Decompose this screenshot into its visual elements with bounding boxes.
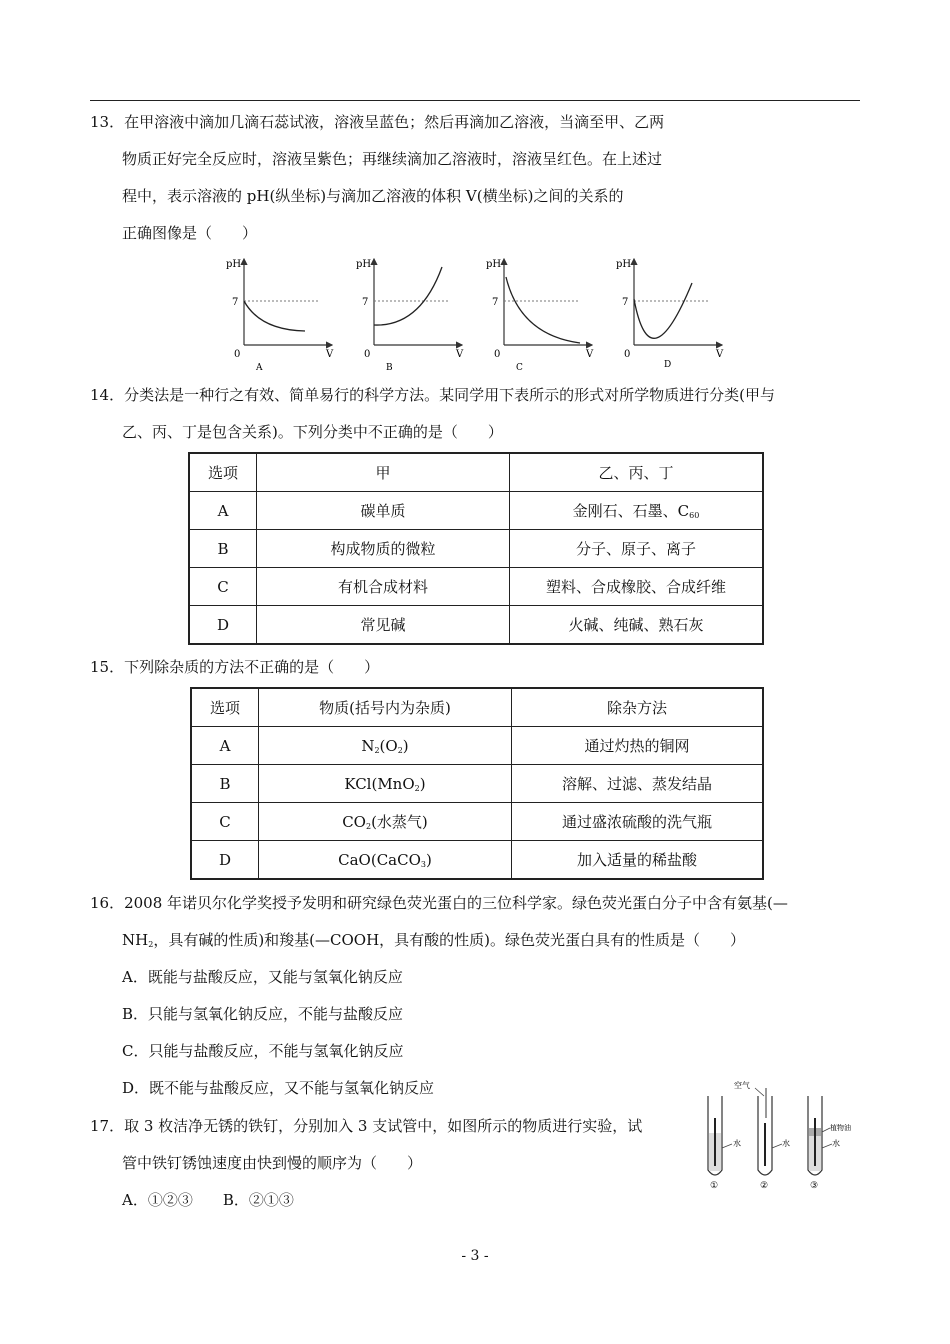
q15-table	[190, 687, 764, 880]
tube-2-label: ②	[760, 1181, 769, 1191]
substance-cell: CaO(CaCO$_3$)	[259, 841, 512, 880]
tube-1	[708, 1096, 741, 1191]
method-cell: 溶解、过滤、蒸发结晶	[512, 765, 764, 803]
graph-a-ref: 7	[232, 297, 239, 308]
page-number: - 3 -	[461, 1248, 489, 1264]
members-cell: 金刚石、石墨、$C_{60}$	[510, 492, 764, 530]
q16-line-1: 16．2008 年诺贝尔化学奖授予发明和研究绿色荧光蛋白的三位科学家。绿色荧光蛋白分子中含有氨基(—	[90, 894, 788, 912]
q13-line-4: 正确图像是（ ）	[122, 224, 258, 242]
table-row	[189, 530, 763, 568]
header-cell: 除杂方法	[512, 688, 764, 727]
table-row	[191, 765, 763, 803]
q17-line-1: 17．取 3 枚洁净无锈的铁钉，分别加入 3 支试管中，如图所示的物质进行实验，试	[90, 1117, 643, 1135]
q13-line-2: 物质正好完全反应时，溶液呈紫色；再继续滴加乙溶液时，溶液呈红色。在上述过	[122, 150, 663, 168]
option-cell: D	[191, 841, 259, 880]
header-cell: 乙、丙、丁	[510, 453, 764, 492]
q14-line-2: 乙、丙、丁是包含关系)。下列分类中不正确的是（ ）	[122, 423, 503, 441]
members-cell: 分子、原子、离子	[510, 530, 764, 568]
method-cell: 加入适量的稀盐酸	[512, 841, 764, 880]
table-row	[189, 568, 763, 606]
q16-option-d: D．既不能与盐酸反应，又不能与氢氧化钠反应	[122, 1079, 435, 1097]
graph-a	[226, 259, 334, 373]
graph-c	[486, 259, 594, 373]
graph-b-xlabel: V	[456, 349, 464, 360]
option-cell: B	[189, 530, 257, 568]
graph-c-label: C	[516, 363, 523, 373]
q16-option-c: C．只能与盐酸反应，不能与氢氧化钠反应	[122, 1042, 404, 1060]
water-label-3: 水	[832, 1139, 840, 1148]
header-rule	[90, 100, 860, 101]
table-row	[191, 727, 763, 765]
graph-d-origin: 0	[624, 349, 631, 360]
option-cell: A	[189, 492, 257, 530]
option-cell: C	[189, 568, 257, 606]
graph-b-origin: 0	[364, 349, 371, 360]
option-cell: C	[191, 803, 259, 841]
ph-graphs-figure	[220, 255, 740, 375]
table-row	[191, 803, 763, 841]
q14-line-1: 14．分类法是一种行之有效、简单易行的科学方法。某同学用下表所示的形式对所学物质进行分类(甲与	[90, 386, 775, 404]
tube-3	[808, 1096, 851, 1191]
graph-d-ref: 7	[622, 297, 629, 308]
q16-option-a: A．既能与盐酸反应，又能与氢氧化钠反应	[122, 968, 403, 986]
substance-cell: $CO_2$(水蒸气)	[259, 803, 512, 841]
table-row	[191, 841, 763, 880]
q17-line-2: 管中铁钉锈蚀速度由快到慢的顺序为（ ）	[122, 1154, 423, 1172]
graph-b-ref: 7	[362, 297, 369, 308]
graph-c-ref: 7	[492, 297, 499, 308]
graph-a-xlabel: V	[326, 349, 334, 360]
option-cell: D	[189, 606, 257, 645]
water-label-2: 水	[782, 1139, 790, 1148]
header-cell: 物质(括号内为杂质)	[259, 688, 512, 727]
graph-c-ylabel: pH	[486, 259, 502, 270]
graph-b	[356, 259, 464, 373]
graph-c-xlabel: V	[586, 349, 594, 360]
test-tubes-figure	[700, 1078, 860, 1193]
header-cell: 选项	[189, 453, 257, 492]
method-cell: 通过盛浓硫酸的洗气瓶	[512, 803, 764, 841]
q16-option-b: B．只能与氢氧化钠反应，不能与盐酸反应	[122, 1005, 404, 1023]
header-cell: 选项	[191, 688, 259, 727]
category-cell: 碳单质	[257, 492, 510, 530]
substance-cell: $N_2(O_2)$	[259, 727, 512, 765]
graph-d-xlabel: V	[716, 349, 724, 360]
q13-line-3: 程中，表示溶液的 pH(纵坐标)与滴加乙溶液的体积 V(横坐标)之间的关系的	[122, 187, 624, 205]
graph-b-ylabel: pH	[356, 259, 372, 270]
tube-2	[734, 1080, 790, 1191]
tube-3-label: ③	[810, 1181, 819, 1191]
graph-d	[616, 259, 724, 370]
table-row	[189, 492, 763, 530]
table-row	[189, 606, 763, 645]
tube-1-label: ①	[710, 1181, 719, 1191]
graph-d-label: D	[664, 360, 672, 370]
graph-d-ylabel: pH	[616, 259, 632, 270]
q17-option-line: A．①②③ B．②①③	[122, 1191, 294, 1209]
graph-a-label: A	[256, 363, 263, 373]
header-cell: 甲	[257, 453, 510, 492]
members-cell: 塑料、合成橡胶、合成纤维	[510, 568, 764, 606]
oil-label: 植物油	[830, 1124, 851, 1132]
water-label: 水	[733, 1139, 741, 1148]
members-cell: 火碱、纯碱、熟石灰	[510, 606, 764, 645]
table-header-row	[191, 688, 763, 727]
graph-b-label: B	[386, 363, 393, 373]
graph-a-origin: 0	[234, 349, 241, 360]
substance-cell: KCl(MnO$_2$)	[259, 765, 512, 803]
q16-line-2: $NH_2$，具有碱的性质)和羧基(—COOH，具有酸的性质)。绿色荧光蛋白具有的性质是（ ）	[122, 931, 746, 949]
option-cell: B	[191, 765, 259, 803]
category-cell: 构成物质的微粒	[257, 530, 510, 568]
graph-c-origin: 0	[494, 349, 501, 360]
q15-line: 15．下列除杂质的方法不正确的是（ ）	[90, 658, 380, 676]
option-cell: A	[191, 727, 259, 765]
air-label: 空气	[734, 1081, 750, 1090]
graph-a-ylabel: pH	[226, 259, 242, 270]
q13-line-1: 13．在甲溶液中滴加几滴石蕊试液，溶液呈蓝色；然后再滴加乙溶液，当滴至甲、乙两	[90, 113, 665, 131]
category-cell: 常见碱	[257, 606, 510, 645]
table-header-row	[189, 453, 763, 492]
q14-table	[188, 452, 764, 645]
method-cell: 通过灼热的铜网	[512, 727, 764, 765]
category-cell: 有机合成材料	[257, 568, 510, 606]
